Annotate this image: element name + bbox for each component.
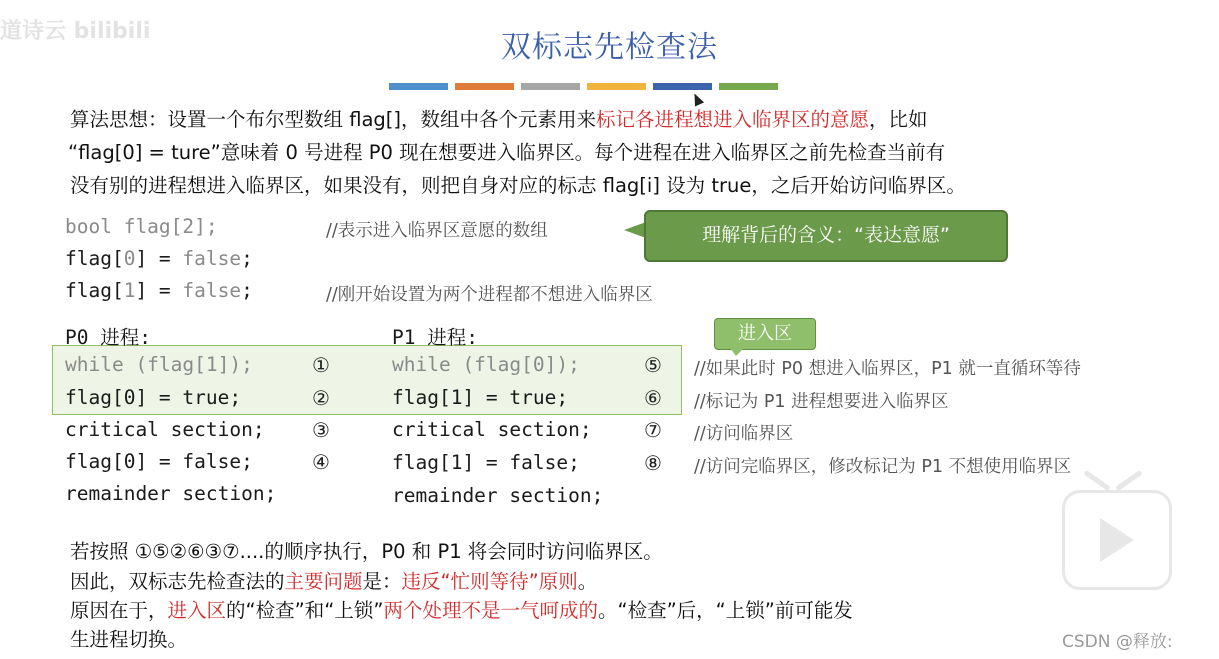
step-number: ⑧	[644, 451, 662, 475]
decl-comment-3: //刚开始设置为两个进程都不想进入临界区	[326, 285, 653, 305]
meaning-callout: 理解背后的含义：“表达意愿”	[644, 210, 1008, 262]
p1-line-5: remainder section;	[392, 484, 604, 507]
code-text: ] =	[135, 247, 183, 270]
p0-line-2: flag[0] = true;	[65, 386, 242, 409]
conclusion-text: 的“检查”和“上锁”	[226, 599, 384, 622]
p1-line-1: while (flag[0]);	[392, 353, 580, 376]
play-button-ear	[1115, 470, 1142, 491]
conclusion-line-4: 生进程切换。	[70, 628, 188, 651]
conclusion-highlight: 违反“忙则等待”原则	[401, 570, 578, 593]
code-text: ;	[241, 279, 253, 302]
conclusion-highlight: 主要问题	[284, 570, 363, 593]
step-number: ⑦	[644, 418, 662, 442]
code-value: false	[182, 247, 242, 270]
color-bars	[389, 83, 778, 91]
p0-line-1: while (flag[1]);	[65, 353, 253, 376]
intro-text: ，比如	[869, 108, 928, 131]
watermark-bottom-right: CSDN @释放:	[1062, 632, 1173, 652]
color-bar	[389, 83, 448, 90]
intro-line-1	[70, 103, 928, 136]
conclusion-text: 。	[577, 570, 598, 593]
step-number: ④	[312, 450, 330, 474]
code-text: ] =	[135, 279, 183, 302]
intro-text: 算法思想：设置一个布尔型数组 flag[]，数组中各个元素用来	[70, 108, 597, 131]
code-comment: //如果此时 P0 想进入临界区，P1 就一直循环等待	[694, 359, 1081, 379]
code-number: 2	[182, 215, 195, 238]
p1-line-4: flag[1] = false;	[392, 451, 580, 474]
code-text: ;	[241, 247, 253, 270]
conclusion-text: 。“检查”后，“上锁”前可能发	[597, 599, 853, 622]
conclusion-text: 原因在于，	[70, 599, 168, 622]
entry-section-label: 进入区	[714, 318, 816, 350]
color-bar	[719, 83, 778, 90]
code-text: bool flag[	[65, 215, 183, 238]
p0-header: P0 进程:	[65, 326, 151, 349]
code-text: ];	[194, 215, 218, 238]
decl-line-1	[65, 215, 218, 238]
play-button-ear	[1083, 470, 1110, 491]
code-comment: //访问完临界区，修改标记为 P1 不想使用临界区	[694, 457, 1072, 477]
code-text: flag[	[65, 247, 124, 270]
conclusion-highlight: 进入区	[167, 599, 227, 622]
p0-line-5: remainder section;	[65, 482, 277, 505]
step-number: ②	[312, 386, 330, 410]
p0-line-3: critical section;	[65, 418, 265, 441]
watermark-top-left: 道诗云 bilibili	[0, 19, 151, 44]
conclusion-line-3	[70, 594, 853, 627]
color-bar	[587, 83, 646, 90]
code-number: 1	[123, 279, 136, 302]
conclusion-line-1: 若按照 ①⑤②⑥③⑦....的顺序执行，P0 和 P1 将会同时访问临界区。	[70, 540, 663, 563]
conclusion-highlight: 两个处理不是一气呵成的	[383, 599, 598, 622]
slide-title: 双标志先检查法	[501, 30, 718, 65]
step-number: ①	[312, 353, 330, 377]
color-bar	[521, 83, 580, 90]
intro-line-2: “flag[0] = ture”意味着 0 号进程 P0 现在想要进入临界区。每个进程在进入临界区之前先检查当前有	[68, 141, 946, 164]
decl-line-3	[65, 279, 253, 302]
code-comment: //访问临界区	[694, 424, 794, 444]
code-number: 0	[123, 247, 136, 270]
step-number: ⑥	[644, 386, 662, 410]
conclusion-text: 是：	[362, 570, 402, 593]
step-number: ③	[312, 418, 330, 442]
p0-line-4: flag[0] = false;	[65, 450, 253, 473]
code-text: flag[	[65, 279, 124, 302]
decl-line-2	[65, 247, 253, 270]
p1-line-2: flag[1] = true;	[392, 386, 569, 409]
intro-highlight: 标记各进程想进入临界区的意愿	[596, 108, 870, 131]
color-bar	[653, 83, 712, 90]
step-number: ⑤	[644, 353, 662, 377]
intro-line-3: 没有别的进程想进入临界区，如果没有，则把自身对应的标志 flag[i] 设为 true，之后开始访问临界区。	[70, 174, 966, 197]
p1-header: P1 进程:	[392, 326, 478, 349]
callout-pointer	[624, 222, 646, 238]
play-icon[interactable]	[1100, 518, 1134, 562]
code-value: false	[182, 279, 242, 302]
color-bar	[455, 83, 514, 90]
code-comment: //标记为 P1 进程想要进入临界区	[694, 392, 949, 412]
p1-line-3: critical section;	[392, 418, 592, 441]
conclusion-text: 因此，双标志先检查法的	[70, 570, 285, 593]
decl-comment-1: //表示进入临界区意愿的数组	[326, 221, 548, 241]
